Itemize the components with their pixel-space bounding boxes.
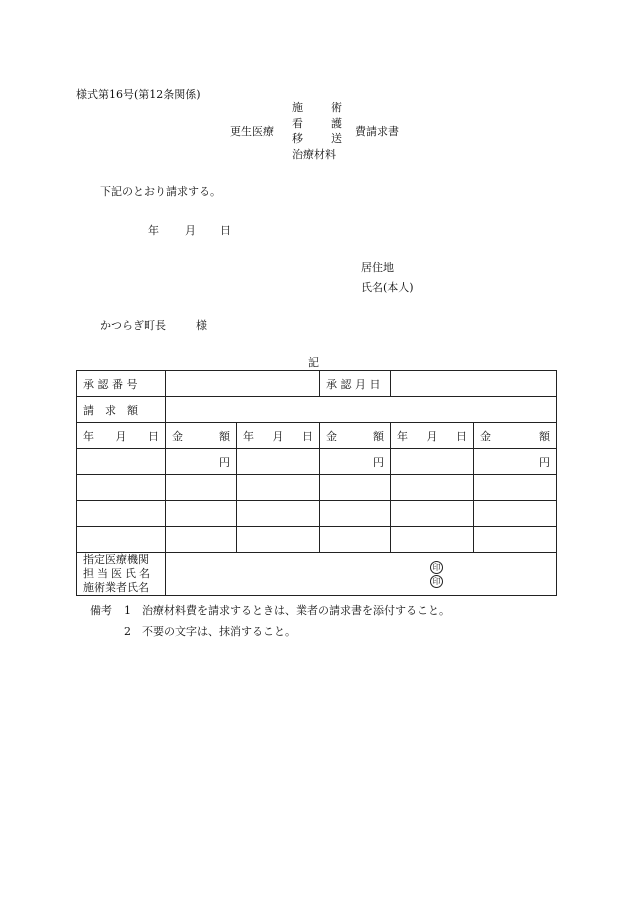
note-number-2: 2	[124, 625, 131, 638]
doctor-name-label: 担当医氏名	[83, 567, 153, 580]
date-cell[interactable]	[77, 475, 166, 501]
amount-cell[interactable]	[166, 501, 237, 527]
title-prefix: 更生医療	[230, 125, 274, 138]
recipient-office: かつらぎ町長	[100, 319, 166, 332]
approval-number-field[interactable]	[166, 371, 320, 397]
signature-field[interactable]	[166, 553, 557, 596]
claim-amount-label: 請 求 額	[77, 397, 166, 423]
title-kind-kango: 看 護	[292, 116, 342, 130]
signature-labels	[77, 553, 166, 596]
note-text-2: 不要の文字は、抹消すること。	[142, 625, 296, 638]
date-cell[interactable]	[391, 527, 474, 553]
table-row	[77, 501, 557, 527]
amount-cell[interactable]	[474, 527, 557, 553]
title-kind-chiryo-zairyo: 治療材料	[292, 147, 336, 161]
col-date-header-1: 年 月 日	[77, 423, 166, 449]
amount-cell[interactable]: 円	[474, 449, 557, 475]
amount-cell[interactable]	[166, 527, 237, 553]
date-cell[interactable]	[77, 501, 166, 527]
column-header-row	[77, 423, 557, 449]
table-row	[77, 527, 557, 553]
col-amount-header-3: 金 額	[474, 423, 557, 449]
note-text-1: 治療材料費を請求するときは、業者の請求書を添付すること。	[142, 604, 450, 617]
address-label: 居住地	[361, 261, 394, 274]
table-row	[77, 449, 557, 475]
note-number-1: 1	[124, 604, 131, 617]
date-cell[interactable]	[391, 501, 474, 527]
col-date-header-2: 年 月 日	[237, 423, 320, 449]
date-cell[interactable]	[237, 527, 320, 553]
date-cell[interactable]	[237, 501, 320, 527]
col-date-header-3: 年 月 日	[391, 423, 474, 449]
date-month-label: 月	[185, 224, 196, 237]
title-kind-sejutsu: 施 術	[292, 101, 342, 114]
approval-date-field[interactable]	[391, 371, 557, 397]
amount-cell[interactable]	[320, 501, 391, 527]
amount-cell[interactable]	[474, 475, 557, 501]
title-suffix: 費請求書	[355, 125, 399, 138]
table-row	[77, 475, 557, 501]
form-number: 様式第16号(第12条関係)	[76, 88, 201, 101]
amount-cell[interactable]	[166, 475, 237, 501]
claim-amount-row	[77, 397, 557, 423]
amount-cell[interactable]	[320, 475, 391, 501]
seal-icon: 印	[430, 575, 443, 588]
signature-row	[77, 553, 557, 596]
date-cell[interactable]	[391, 449, 474, 475]
date-cell[interactable]	[77, 527, 166, 553]
date-cell[interactable]	[237, 475, 320, 501]
date-cell[interactable]	[77, 449, 166, 475]
designated-institution-label: 指定医療機関	[83, 553, 149, 566]
seal-icon: 印	[430, 561, 443, 574]
intro-text: 下記のとおり請求する。	[100, 185, 221, 198]
practitioner-name-label: 施術業者氏名	[83, 581, 149, 594]
date-cell[interactable]	[237, 449, 320, 475]
amount-cell[interactable]: 円	[166, 449, 237, 475]
claim-amount-field[interactable]	[166, 397, 557, 423]
notes-heading: 備考	[90, 604, 112, 617]
ki-label: 記	[308, 356, 319, 369]
col-amount-header-1: 金 額	[166, 423, 237, 449]
claim-table	[76, 370, 557, 596]
amount-cell[interactable]	[474, 501, 557, 527]
approval-row	[77, 371, 557, 397]
amount-cell[interactable]: 円	[320, 449, 391, 475]
date-year-label: 年	[148, 224, 159, 237]
date-cell[interactable]	[391, 475, 474, 501]
approval-date-label: 承 認 月 日	[320, 371, 391, 397]
recipient-honorific: 様	[196, 319, 207, 332]
amount-cell[interactable]	[320, 527, 391, 553]
title-kind-stack	[292, 100, 342, 162]
title-kind-isou: 移 送	[292, 132, 342, 145]
notes	[90, 600, 450, 642]
col-amount-header-2: 金 額	[320, 423, 391, 449]
name-label: 氏名(本人)	[361, 281, 414, 294]
date-day-label: 日	[220, 224, 231, 237]
approval-number-label: 承 認 番 号	[77, 371, 166, 397]
